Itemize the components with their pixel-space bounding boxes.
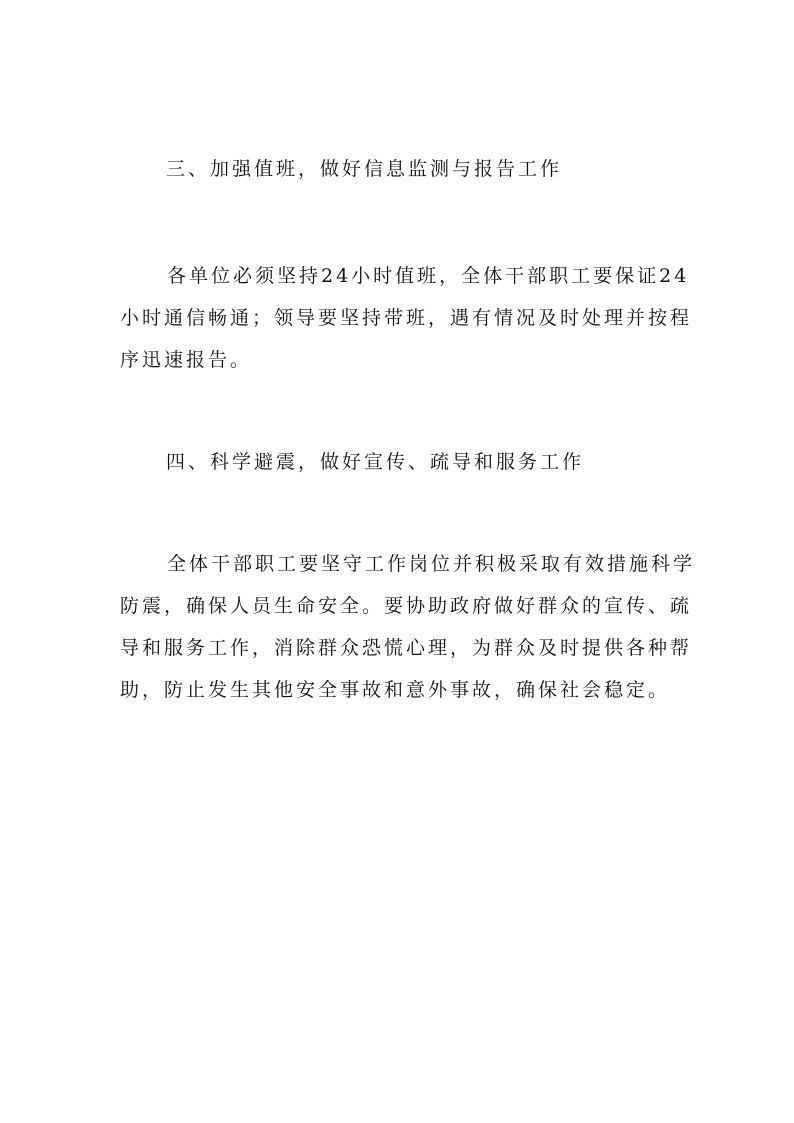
section-3-heading: 三、加强值班，做好信息监测与报告工作 bbox=[166, 158, 563, 180]
section-4-heading: 四、科学避震，做好宣传、疏导和服务工作 bbox=[166, 451, 585, 473]
section-4-paragraph: 全体干部职工要坚守工作岗位并积极采取有效措施科学防震，确保人员生命安全。要协助政府做好群众的宣传、疏导和服务工作，消除群众恐慌心理，为群众及时提供各种帮助，防止发生其他安全事故和意外事故，确保社会稳定。 bbox=[120, 553, 696, 701]
section-3-paragraph: 各单位必须坚持24小时值班，全体干部职工要保证24小时通信畅通；领导要坚持带班，遇有情况及时处理并按程序迅速报告。 bbox=[120, 265, 693, 371]
